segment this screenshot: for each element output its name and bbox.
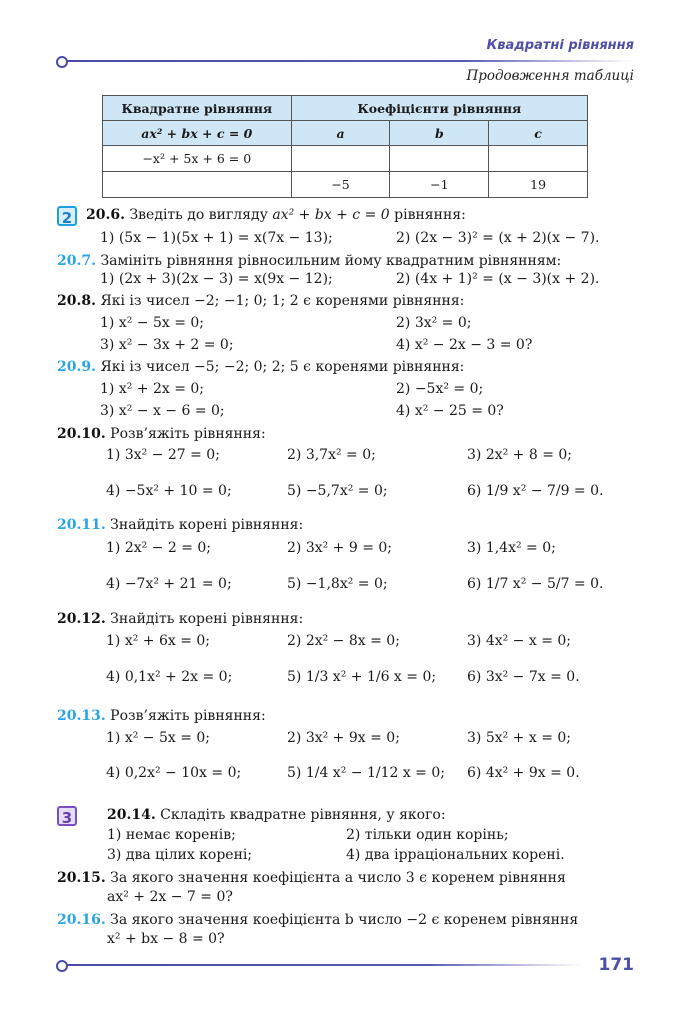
exercise-20-10 [57, 425, 266, 443]
exercise-item: 2) 3,7x² = 0; [287, 447, 376, 463]
exercise-text-tail: рівняння: [394, 207, 466, 223]
exercise-item: 5) 1/3 x² + 1/6 x = 0; [287, 669, 437, 685]
exercise-20-16 [57, 911, 578, 929]
table-continued-label: Продовження таблиці [466, 68, 634, 84]
table-cell-c [489, 146, 588, 172]
exercise-item: 1) (2x + 3)(2x − 3) = x(9x − 12); [100, 271, 333, 287]
table-row [103, 146, 588, 172]
exercise-20-6 [86, 206, 466, 224]
footer-rule [66, 964, 582, 966]
exercise-item: 4) 0,2x² − 10x = 0; [106, 765, 242, 781]
exercise-text: Складіть квадратне рівняння, у якого: [160, 807, 446, 823]
exercise-item: 3) 4x² − x = 0; [467, 633, 572, 649]
coefficients-table [102, 95, 588, 198]
exercise-item: 2) 2x² − 8x = 0; [287, 633, 400, 649]
exercise-number: 20.6. [86, 207, 125, 223]
exercise-20-8 [57, 292, 464, 310]
exercise-item: 3) x² − 3x + 2 = 0; [100, 337, 234, 353]
exercise-item-fraction [467, 482, 603, 504]
table-cell-a: −5 [291, 172, 390, 198]
table-subheader-b: b [390, 121, 489, 146]
table-header-equation: Квадратне рівняння [103, 96, 292, 121]
table-header-coefficients: Коефіцієнти рівняння [291, 96, 587, 121]
table-subheader-a: a [291, 121, 390, 146]
exercise-item: 4) −5x² + 10 = 0; [106, 483, 232, 499]
exercise-formula: ax² + bx + c = 0 [272, 207, 390, 223]
exercise-20-13 [57, 707, 266, 725]
exercise-item: 2) 3x² = 0; [396, 315, 472, 331]
table-cell-b [390, 146, 489, 172]
exercise-number: 20.7. [57, 253, 96, 269]
exercise-item: 3) 5x² + x = 0; [467, 730, 572, 746]
exercise-text: Розв’яжіть рівняння: [110, 708, 266, 724]
exercise-item: 1) немає коренів; [107, 827, 236, 843]
exercise-item: 1) x² − 5x = 0; [106, 730, 211, 746]
exercise-text: Які із чисел −5; −2; 0; 2; 5 є коренями рівняння: [100, 359, 465, 375]
exercise-item: 3) x² − x − 6 = 0; [100, 403, 225, 419]
table-subheader-c: c [489, 121, 588, 146]
exercise-20-11 [57, 516, 303, 534]
table-general-form: ax² + bx + c = 0 [103, 121, 292, 146]
exercise-item: 2) (4x + 1)² = (x − 3)(x + 2). [396, 271, 600, 287]
exercise-item: 3) два цілих корені; [107, 847, 253, 863]
exercise-number: 20.13. [57, 708, 106, 724]
exercise-text: Зведіть до вигляду [129, 207, 268, 223]
exercise-number: 20.11. [57, 517, 106, 533]
exercise-number: 20.12. [57, 611, 106, 627]
page-number: 171 [598, 955, 634, 975]
table-cell-a [291, 146, 390, 172]
exercise-item: 1) x² − 5x = 0; [100, 315, 205, 331]
exercise-number: 20.8. [57, 293, 96, 309]
table-cell-equation: −x² + 5x + 6 = 0 [103, 146, 292, 172]
exercise-number: 20.15. [57, 870, 106, 886]
exercise-item: 2) (2x − 3)² = (x + 2)(x − 7). [396, 230, 600, 246]
header-rule [66, 60, 634, 62]
exercise-20-12 [57, 610, 303, 628]
exercise-number: 20.16. [57, 912, 106, 928]
exercise-item: 5) −1,8x² = 0; [287, 576, 388, 592]
exercise-text: За якого значення коефіцієнта b число −2 є коренем рівняння [110, 912, 579, 928]
exercise-text: Знайдіть корені рівняння: [110, 611, 304, 627]
table-cell-b: −1 [390, 172, 489, 198]
exercise-20-14 [107, 806, 446, 824]
exercise-item: 2) −5x² = 0; [396, 381, 484, 397]
exercise-item: 1) 2x² − 2 = 0; [106, 540, 212, 556]
exercise-text: Знайдіть корені рівняння: [110, 517, 304, 533]
exercise-item: 4) два ірраціональних корені. [346, 847, 565, 863]
table-cell-c: 19 [489, 172, 588, 198]
exercise-20-7 [57, 252, 561, 270]
table-cell-equation [103, 172, 292, 198]
exercise-20-9 [57, 358, 464, 376]
running-title: Квадратні рівняння [486, 38, 634, 53]
exercise-item: 3) 1,4x² = 0; [467, 540, 556, 556]
exercise-text: Розв’яжіть рівняння: [110, 426, 266, 442]
exercise-item: 5) −5,7x² = 0; [287, 483, 388, 499]
exercise-item: 1) x² + 6x = 0; [106, 633, 211, 649]
header-rule-circle [56, 56, 68, 68]
exercise-item: 4) 0,1x² + 2x = 0; [106, 669, 233, 685]
exercise-item: 4) x² − 2x − 3 = 0? [396, 337, 533, 353]
exercise-number: 20.9. [57, 359, 96, 375]
exercise-text: За якого значення коефіцієнта a число 3 є коренем рівняння [110, 870, 566, 886]
exercise-text-continued: ax² + 2x − 7 = 0? [107, 889, 233, 905]
exercise-item: 1) 3x² − 27 = 0; [106, 447, 220, 463]
exercise-item: 4) −7x² + 21 = 0; [106, 576, 232, 592]
exercise-number: 20.10. [57, 426, 106, 442]
exercise-item: 6) 1/9 x² − 7/9 = 0. [467, 483, 604, 499]
exercise-text: Які із чисел −2; −1; 0; 1; 2 є коренями рівняння: [100, 293, 465, 309]
exercise-item: 6) 4x² + 9x = 0. [467, 765, 580, 781]
level-3-badge: 3 [57, 806, 77, 826]
exercise-text-continued: x² + bx − 8 = 0? [107, 931, 225, 947]
exercise-item: 1) (5x − 1)(5x + 1) = x(7x − 13); [100, 230, 333, 246]
exercise-item: 4) x² − 25 = 0? [396, 403, 504, 419]
exercise-20-15 [57, 869, 566, 887]
exercise-item: 2) 3x² + 9x = 0; [287, 730, 400, 746]
exercise-item: 2) 3x² + 9 = 0; [287, 540, 393, 556]
table-row [103, 172, 588, 198]
exercise-item: 6) 1/7 x² − 5/7 = 0. [467, 576, 604, 592]
level-2-badge: 2 [57, 206, 77, 226]
exercise-text: Замініть рівняння рівносильним йому квадратним рівнянням: [100, 253, 562, 269]
exercise-item: 5) 1/4 x² − 1/12 x = 0; [287, 765, 445, 781]
exercise-item: 2) тільки один корінь; [346, 827, 509, 843]
exercise-item: 3) 2x² + 8 = 0; [467, 447, 573, 463]
exercise-item: 6) 3x² − 7x = 0. [467, 669, 580, 685]
exercise-number: 20.14. [107, 807, 156, 823]
footer-rule-circle [56, 960, 68, 972]
exercise-item: 1) x² + 2x = 0; [100, 381, 205, 397]
